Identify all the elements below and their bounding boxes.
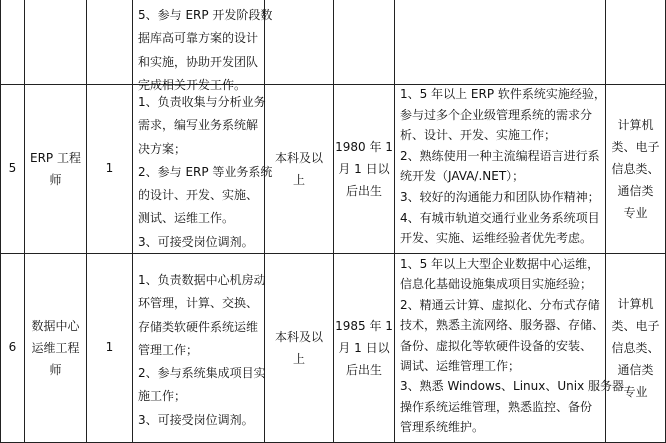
requirements-cell	[400, 254, 624, 438]
duties-line: 的设计、开发、实施、	[138, 188, 259, 203]
duties-line: 存储类软硬件系统运维	[138, 319, 259, 334]
duties-line: 1、负责收集与分析业务	[138, 95, 266, 109]
duties-cell	[138, 4, 273, 97]
major-cell	[606, 85, 665, 253]
row-index-cell	[1, 85, 24, 253]
education-line: 本科及以	[274, 330, 323, 344]
row-index: 5	[8, 161, 17, 176]
duties-line: 3、可接受岗位调剂。	[138, 234, 254, 249]
major-line: 信息类、	[611, 341, 660, 355]
duties-line: 需求，编写业务系统解	[138, 118, 259, 133]
position-line: 师	[49, 363, 62, 377]
major-line: 通信类	[617, 184, 654, 198]
major-line: 专业	[623, 206, 648, 220]
duties-line: 测试、运维工作。	[138, 211, 235, 226]
duties-line: 1、负责数据中心机房动	[138, 273, 266, 287]
major-line: 信息类、	[611, 162, 660, 176]
requirements-line: 参与过多个企业级管理系统的需求分	[400, 107, 593, 122]
requirements-line: 统开发（JAVA/.NET）；	[400, 169, 525, 184]
position-cell	[25, 85, 86, 253]
birth-line: 月 1 日以	[338, 162, 390, 176]
birth-cell	[334, 85, 394, 253]
row-index: 6	[8, 340, 17, 355]
position-line: 数据中心	[31, 319, 80, 333]
headcount-cell	[87, 85, 132, 253]
education-cell	[265, 254, 333, 442]
requirements-line: 操作系统运维管理，熟悉监控、备份	[400, 399, 593, 414]
birth-line: 1985 年 1	[335, 319, 393, 333]
birth-line: 1980 年 1	[335, 140, 393, 154]
duties-line: 环管理，计算、交换、	[138, 296, 259, 311]
duties-cell	[138, 269, 266, 432]
headcount: 1	[105, 340, 114, 355]
duties-line: 5、参与 ERP 开发阶段数	[138, 8, 273, 22]
position-line: 运维工程	[31, 341, 80, 355]
duties-line: 和实施，协助开发团队	[138, 54, 259, 69]
education-line: 上	[292, 173, 305, 187]
major-line: 计算机	[617, 297, 654, 311]
duties-line: 3、可接受岗位调剂。	[138, 412, 254, 427]
requirements-line: 信息化基础设施集成项目实施经验；	[400, 277, 593, 292]
requirements-line: 析、设计、开发、实施工作；	[400, 128, 557, 143]
headcount: 1	[105, 161, 114, 176]
requirements-line: 技术，熟悉主流网络、服务器、存储、	[400, 318, 605, 333]
duties-cell	[138, 91, 273, 254]
requirements-line: 调试、运维管理工作；	[400, 359, 521, 374]
birth-line: 后出生	[345, 363, 382, 377]
duties-line: 2、参与系统集成项目实	[138, 366, 266, 381]
grid-line	[132, 0, 133, 443]
requirements-line: 管理系统维护。	[400, 420, 485, 435]
duties-line: 管理工作；	[138, 342, 199, 357]
requirements-line: 1、5 年以上 ERP 软件系统实施经验，	[400, 87, 606, 101]
grid-line	[394, 0, 395, 443]
major-line: 专业	[623, 385, 648, 399]
major-line: 通信类	[617, 363, 654, 377]
requirements-line: 2、精通云计算、虚拟化、分布式存储	[400, 297, 600, 312]
requirements-line: 4、有城市轨道交通行业业务系统项目	[400, 210, 600, 225]
position-line: ERP 工程	[30, 151, 81, 165]
requirements-line: 3、较好的沟通能力和团队协作精神；	[400, 189, 600, 204]
headcount-cell	[87, 254, 132, 442]
birth-line: 月 1 日以	[338, 341, 390, 355]
requirements-line: 3、熟悉 Windows、Linux、Unix 服务器	[400, 379, 624, 394]
birth-line: 后出生	[345, 184, 382, 198]
requirements-line: 1、5 年以上大型企业数据中心运维，	[400, 257, 600, 271]
duties-line: 2、参与 ERP 等业务系统	[138, 164, 273, 179]
education-line: 上	[292, 352, 305, 366]
major-line: 类、电子	[611, 319, 660, 333]
major-line: 类、电子	[611, 140, 660, 154]
requirements-line: 2、熟练使用一种主流编程语言进行系	[400, 148, 600, 163]
duties-line: 施工作；	[138, 389, 187, 404]
position-line: 师	[49, 173, 62, 187]
requirements-line: 开发、实施、运维经验者优先考虑。	[400, 231, 593, 246]
requirements-line: 备份、虚拟化等软硬件设备的安装、	[400, 338, 593, 353]
duties-line: 决方案；	[138, 141, 187, 156]
requirements-cell	[400, 84, 606, 249]
position-cell	[25, 254, 86, 442]
major-cell	[606, 254, 665, 442]
education-line: 本科及以	[274, 151, 323, 165]
birth-cell	[334, 254, 394, 442]
major-line: 计算机	[617, 118, 654, 132]
duties-line: 完成相关开发工作。	[138, 77, 247, 92]
education-cell	[265, 85, 333, 253]
duties-line: 据库高可靠方案的设计	[138, 31, 259, 46]
row-index-cell	[1, 254, 24, 442]
